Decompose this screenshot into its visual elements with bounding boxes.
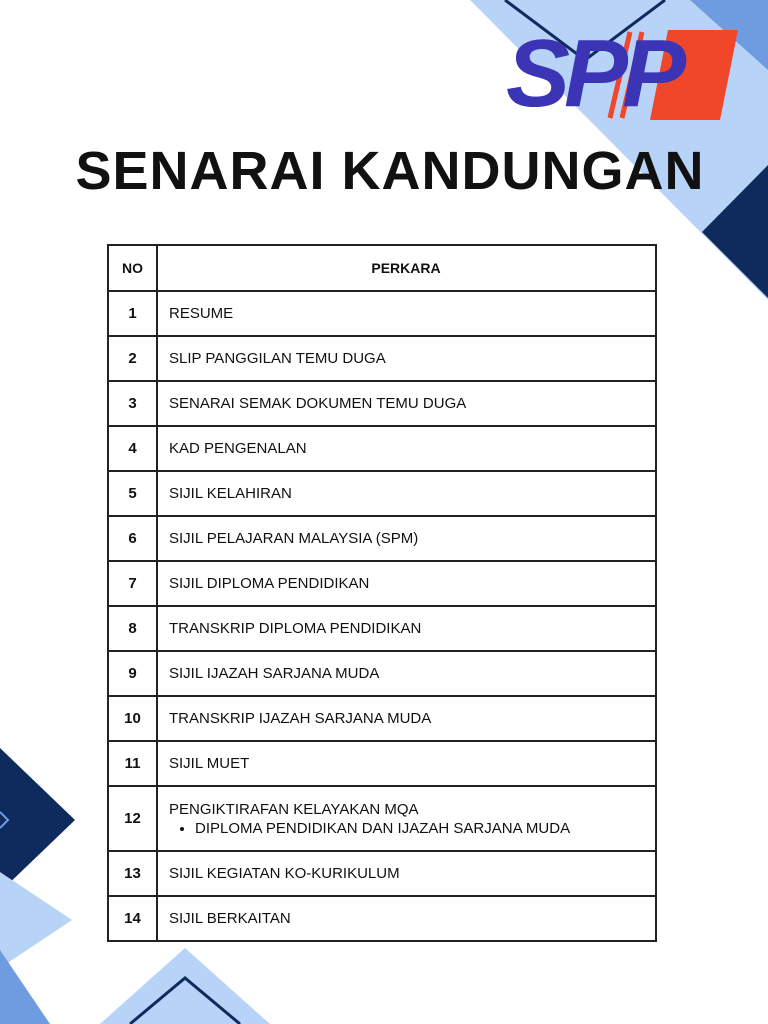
row-no: 6: [108, 516, 157, 561]
subitem: • DIPLOMA PENDIDIKAN DAN IJAZAH SARJANA MUDA: [195, 820, 654, 837]
row-item: SENARAI SEMAK DOKUMEN TEMU DUGA: [157, 381, 656, 426]
row-no: 4: [108, 426, 157, 471]
row-no: 3: [108, 381, 157, 426]
deco-diamond-navy-left: [0, 748, 75, 892]
subitem-list: [169, 820, 654, 837]
spp-logo: [498, 22, 748, 132]
header-no: NO: [108, 245, 157, 291]
row-no: 12: [108, 786, 157, 851]
table-row: [108, 471, 656, 516]
row-no: 13: [108, 851, 157, 896]
row-item: TRANSKRIP DIPLOMA PENDIDIKAN: [157, 606, 656, 651]
row-item: SIJIL PELAJARAN MALAYSIA (SPM): [157, 516, 656, 561]
row-item: SIJIL KEGIATAN KO-KURIKULUM: [157, 851, 656, 896]
row-no: 14: [108, 896, 157, 941]
row-item: SIJIL IJAZAH SARJANA MUDA: [157, 651, 656, 696]
row-no: 5: [108, 471, 157, 516]
row-no: 8: [108, 606, 157, 651]
table-row: [108, 606, 656, 651]
table-row: [108, 896, 656, 941]
table-row: [108, 696, 656, 741]
deco-triangle-light-bottom: [100, 948, 270, 1024]
row-no: 7: [108, 561, 157, 606]
row-no: 2: [108, 336, 157, 381]
page-title: SENARAI KANDUNGAN: [75, 141, 705, 201]
row-item: SLIP PANGGILAN TEMU DUGA: [157, 336, 656, 381]
table-row: [108, 426, 656, 471]
header-item: PERKARA: [157, 245, 656, 291]
table-header-row: [108, 245, 656, 291]
row-no: 10: [108, 696, 157, 741]
row-item: SIJIL BERKAITAN: [157, 896, 656, 941]
row-item-with-subitem: [157, 786, 656, 851]
row-item: RESUME: [157, 291, 656, 336]
row-item: SIJIL KELAHIRAN: [157, 471, 656, 516]
table-row: [108, 851, 656, 896]
table-row: [108, 336, 656, 381]
row-item: TRANSKRIP IJAZAH SARJANA MUDA: [157, 696, 656, 741]
table-row: [108, 651, 656, 696]
table-row: [108, 291, 656, 336]
table-row: [108, 561, 656, 606]
row-no: 9: [108, 651, 157, 696]
row-item: SIJIL DIPLOMA PENDIDIKAN: [157, 561, 656, 606]
row-item: SIJIL MUET: [157, 741, 656, 786]
row-item: KAD PENGENALAN: [157, 426, 656, 471]
deco-triangle-light-left: [0, 872, 72, 968]
table-row: [108, 516, 656, 561]
table-row: [108, 381, 656, 426]
spp-logo-text: SPP: [506, 20, 681, 127]
row-item: PENGIKTIRAFAN KELAYAKAN MQA: [169, 800, 419, 818]
table-row: [108, 741, 656, 786]
contents-table: [107, 244, 657, 942]
row-no: 1: [108, 291, 157, 336]
table-row: [108, 786, 656, 851]
row-no: 11: [108, 741, 157, 786]
